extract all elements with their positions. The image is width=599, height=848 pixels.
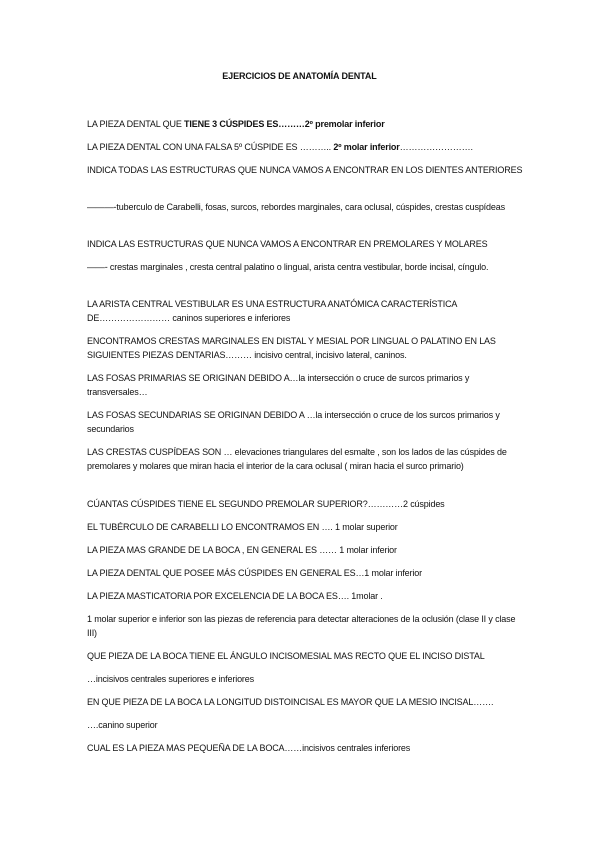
question-line: [87, 140, 527, 154]
question-line: [87, 297, 527, 325]
answer-line: [87, 672, 527, 686]
question-text: LAS CRESTAS CUSPÍDEAS SON … elevaciones triangulares del esmalte , son los lados de las cúspides de premolares y molares que miran hacia el interior de la cara oclusal ( miran hacia el surco primario): [87, 447, 507, 471]
question-text: INDICA LAS ESTRUCTURAS QUE NUNCA VAMOS A ENCONTRAR EN PREMOLARES Y MOLARES: [87, 239, 488, 249]
question-line: [87, 117, 527, 131]
question-line: [87, 566, 527, 580]
question-line: [87, 649, 527, 663]
answer-line: [87, 200, 527, 214]
question-line: [87, 741, 527, 755]
question-text: EN QUE PIEZA DE LA BOCA LA LONGITUD DISTOINCISAL ES MAYOR QUE LA MESIO INCISAL…….: [87, 697, 494, 707]
question-line: [87, 163, 527, 177]
document-title: EJERCICIOS DE ANATOMÍA DENTAL: [222, 71, 377, 81]
question-text: LA PIEZA DENTAL CON UNA FALSA 5º CÚSPIDE ES ………..: [87, 142, 334, 152]
question-answer-bold: 2º molar inferior: [333, 142, 400, 152]
question-line: [87, 408, 527, 436]
answer-text: ….canino superior: [87, 720, 158, 730]
question-line: [87, 589, 527, 603]
question-text: CUAL ES LA PIEZA MAS PEQUEÑA DE LA BOCA……incisivos centrales inferiores: [87, 743, 411, 753]
question-line: [87, 334, 527, 362]
question-answer-bold: TIENE 3 CÚSPIDES ES………2º premolar inferior: [184, 119, 385, 129]
question-line: [87, 497, 527, 511]
question-text: ENCONTRAMOS CRESTAS MARGINALES EN DISTAL Y MESIAL POR LINGUAL O PALATINO EN LAS SIGUIENTES PIEZAS DENTARIAS……… incisivo central, incisivo lateral, caninos.: [87, 336, 496, 360]
question-line: [87, 371, 527, 399]
question-text: CÚANTAS CÚSPIDES TIENE EL SEGUNDO PREMOLAR SUPERIOR?…………2 cúspides: [87, 499, 445, 509]
question-text: LAS FOSAS SECUNDARIAS SE ORIGINAN DEBIDO A …la intersección o cruce de los surcos primarios y secundarios: [87, 410, 500, 434]
question-line: [87, 543, 527, 557]
question-text: LA PIEZA DENTAL QUE: [87, 119, 185, 129]
question-line: [87, 445, 527, 473]
question-text: INDICA TODAS LAS ESTRUCTURAS QUE NUNCA VAMOS A ENCONTRAR EN LOS DIENTES ANTERIORES: [87, 165, 523, 175]
note-line: [87, 612, 527, 640]
answer-text: …incisivos centrales superiores e inferiores: [87, 674, 254, 684]
answer-text: ——- crestas marginales , cresta central palatino o lingual, arista centra vestibular, borde incisal, cíngulo.: [87, 262, 489, 272]
question-line: [87, 237, 527, 251]
question-text: LA PIEZA MAS GRANDE DE LA BOCA , EN GENERAL ES …… 1 molar inferior: [87, 545, 397, 555]
note-text: 1 molar superior e inferior son las piezas de referencia para detectar alteraciones de la oclusión (clase II y clase III): [87, 614, 516, 638]
question-text: LA PIEZA MASTICATORIA POR EXCELENCIA DE LA BOCA ES…. 1molar .: [87, 591, 383, 601]
question-text: QUE PIEZA DE LA BOCA TIENE EL ÁNGULO INCISOMESIAL MAS RECTO QUE EL INCISO DISTAL: [87, 651, 485, 661]
question-trailing: …………………….: [399, 142, 473, 152]
question-line: [87, 520, 527, 534]
answer-text: ———-tuberculo de Carabelli, fosas, surcos, rebordes marginales, cara oclusal, cúspides, crestas cuspídeas: [87, 202, 505, 212]
question-text: LA ARISTA CENTRAL VESTIBULAR ES UNA ESTRUCTURA ANATÓMICA CARACTERÍSTICA DE…………………… caninos superiores e inferiores: [87, 299, 457, 323]
question-line: [87, 695, 527, 709]
question-text: EL TUBÉRCULO DE CARABELLI LO ENCONTRAMOS EN …. 1 molar superior: [87, 522, 398, 532]
question-text: LA PIEZA DENTAL QUE POSEE MÁS CÚSPIDES EN GENERAL ES…1 molar inferior: [87, 568, 422, 578]
question-text: LAS FOSAS PRIMARIAS SE ORIGINAN DEBIDO A…la intersección o cruce de surcos primarios y transversales…: [87, 373, 470, 397]
answer-line: [87, 718, 527, 732]
answer-line: [87, 260, 527, 274]
